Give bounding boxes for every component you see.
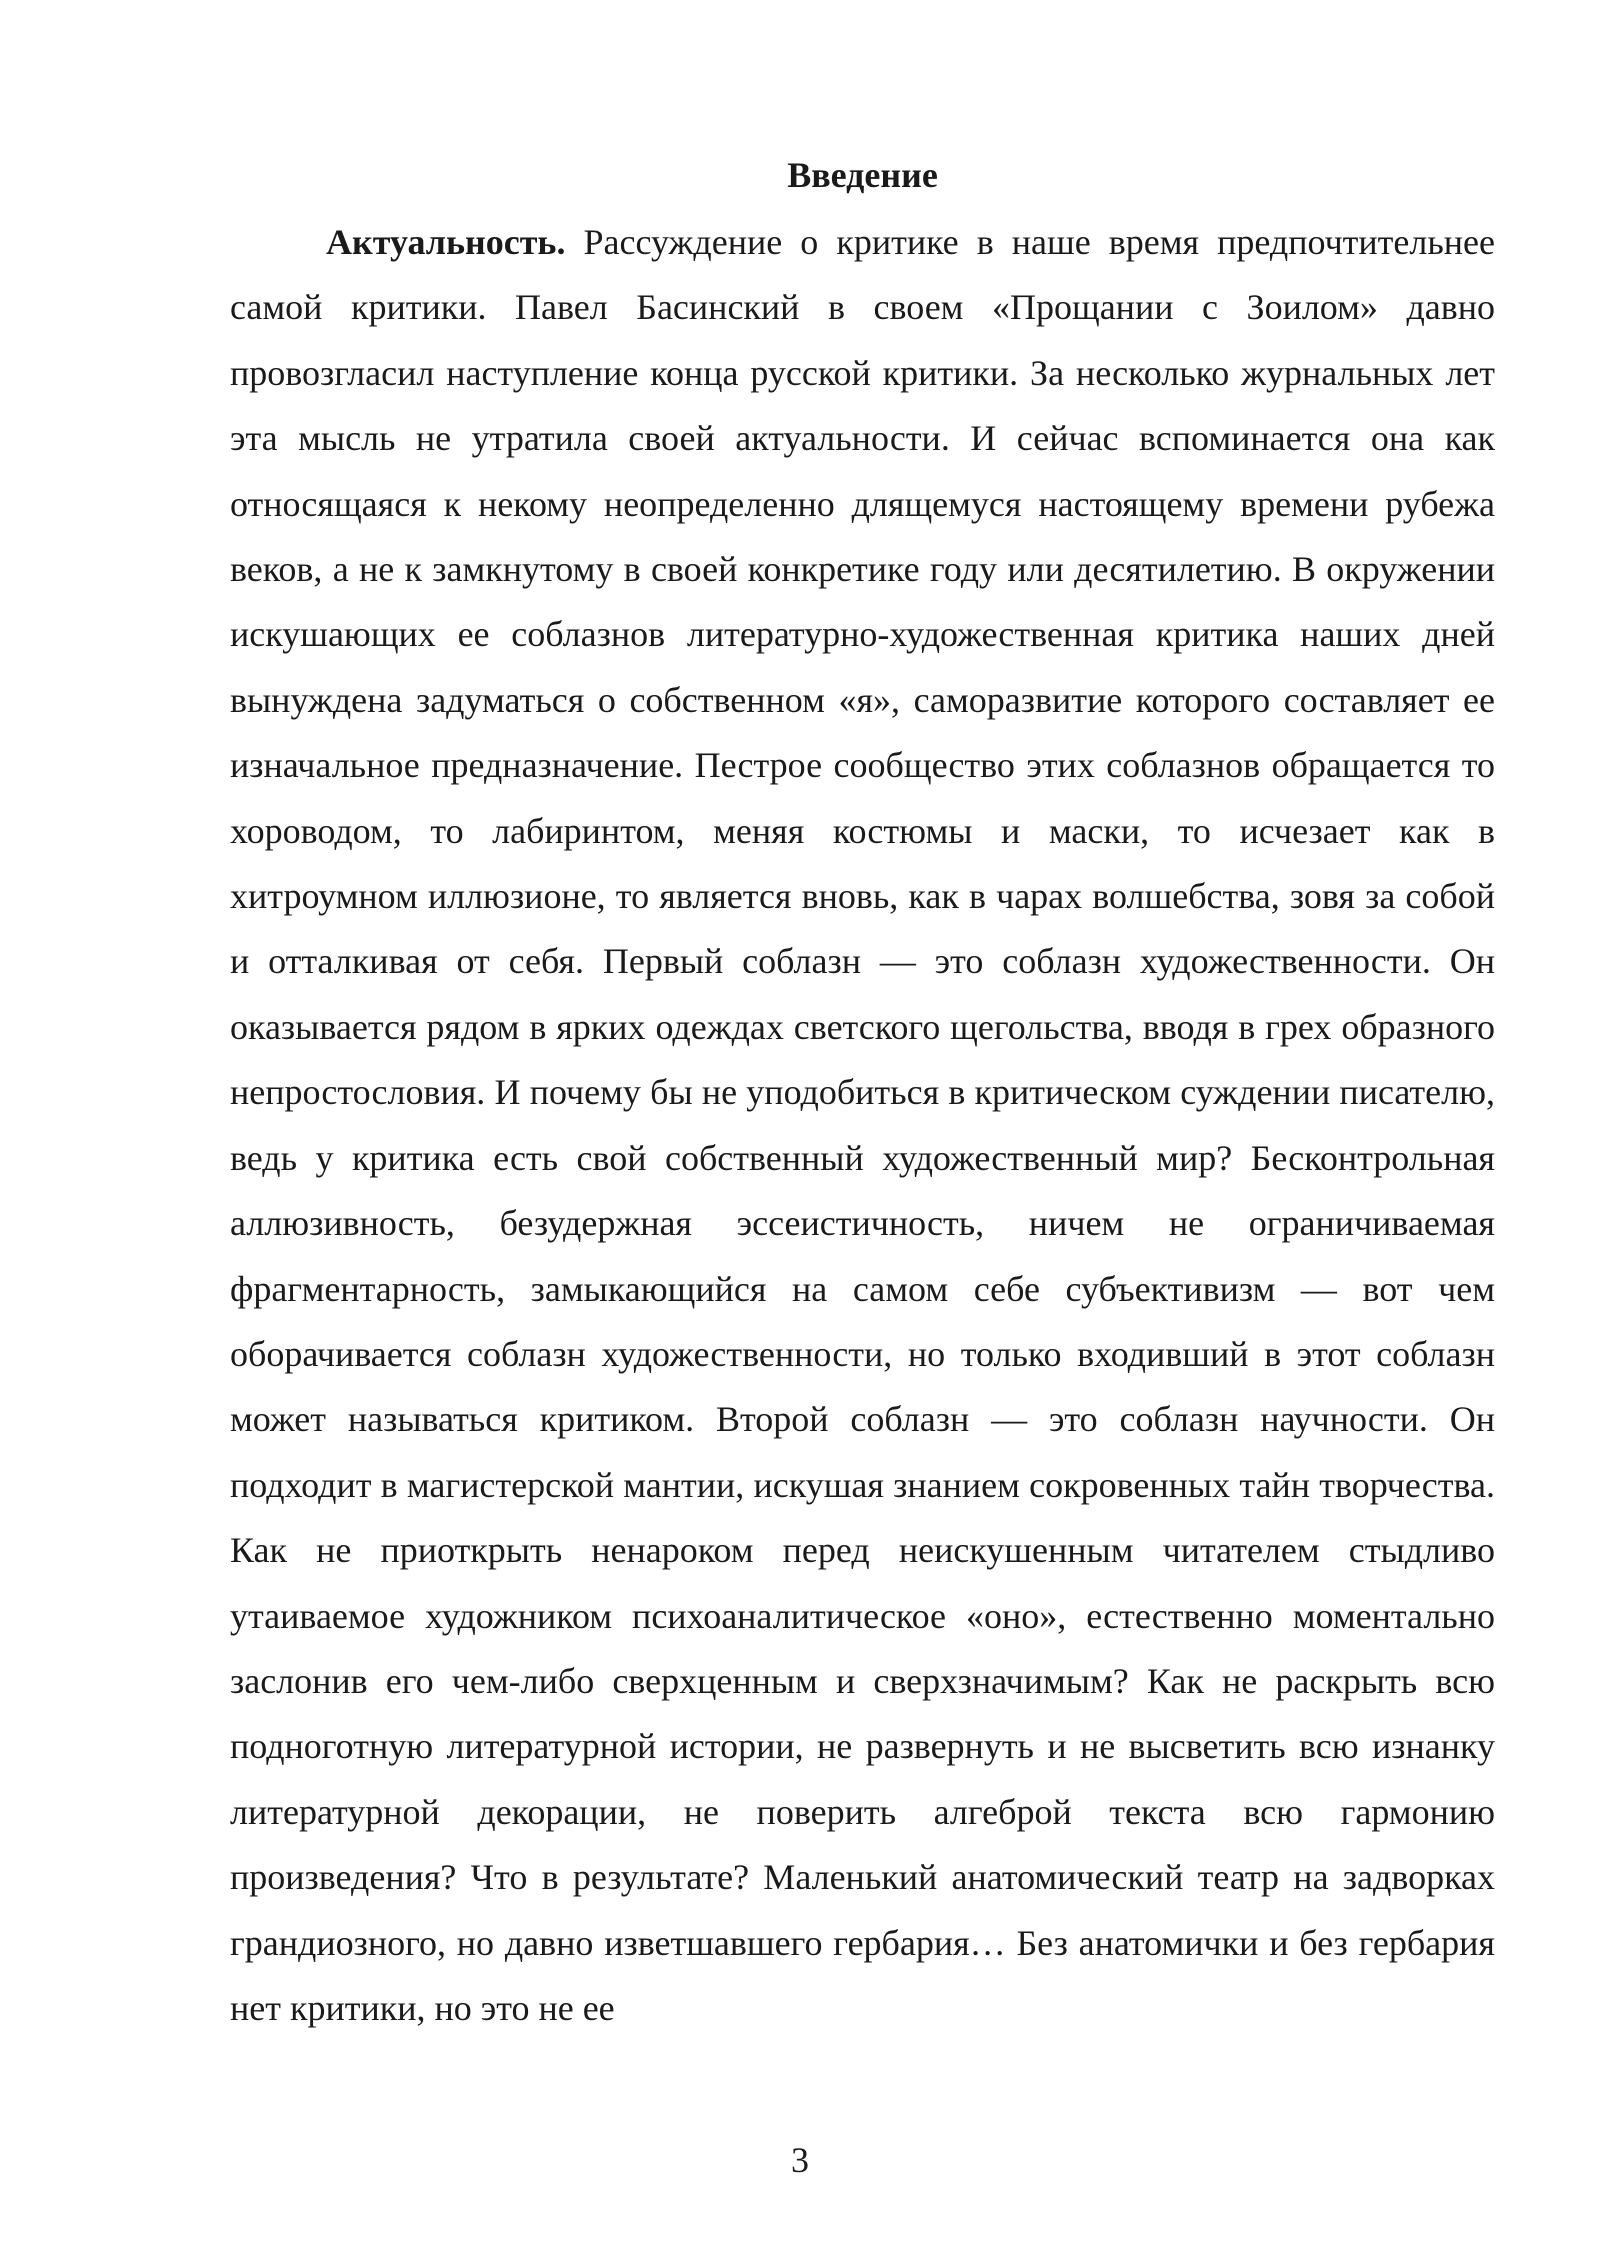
body-paragraph: [230, 210, 1495, 2041]
paragraph-text: Рассуждение о критике в наше время предпочтительнее самой критики. Павел Басинский в своем «Прощании с Зоилом» давно провозгласил наступление конца русской критики. За несколько журнальных лет эта мысль не утратила своей актуальности. И сейчас вспоминается она как относящаяся к некому неопределенно длящемуся настоящему времени рубежа веков, а не к замкнутому в своей конкретике году или десятилетию. В окружении искушающих ее соблазнов литературно-художественная критика наших дней вынуждена задуматься о собственном «я», саморазвитие которого составляет ее изначальное предназначение. Пестрое сообщество этих соблазнов обращается то хороводом, то лабиринтом, меняя костюмы и маски, то исчезает как в хитроумном иллюзионе, то является вновь, как в чарах волшебства, зовя за собой и отталкивая от себя. Первый соблазн — это соблазн художественности. Он оказывается рядом в ярких одеждах светского щегольства, вводя в грех образного непростословия. И почему бы не уподобиться в критическом суждении писателю, ведь у критика есть свой собственный художественный мир? Бесконтрольная аллюзивность, безудержная эссеистичность, ничем не ограничиваемая фрагментарность, замыкающийся на самом себе субъективизм — вот чем оборачивается соблазн художественности, но только входивший в этот соблазн может называться критиком. Второй соблазн — это соблазн научности. Он подходит в магистерской мантии, искушая знанием сокровенных тайн творчества. Как не приоткрыть ненароком перед неискушенным читателем стыдливо утаиваемое художником психоаналитическое «оно», естественно моментально заслонив его чем-либо сверхценным и сверхзначимым? Как не раскрыть всю подноготную литературной истории, не развернуть и не высветить всю изнанку литературной декорации, не поверить алгеброй текста всю гармонию произведения? Что в результате? Маленький анатомический театр на задворках грандиозного, но давно изветшавшего гербария… Без анатомички и без гербария нет критики, но это не ее: [230, 222, 1495, 2028]
page-title: Введение: [787, 155, 938, 195]
paragraph-lead: Актуальность.: [326, 222, 566, 262]
page-number: 3: [791, 2140, 809, 2180]
